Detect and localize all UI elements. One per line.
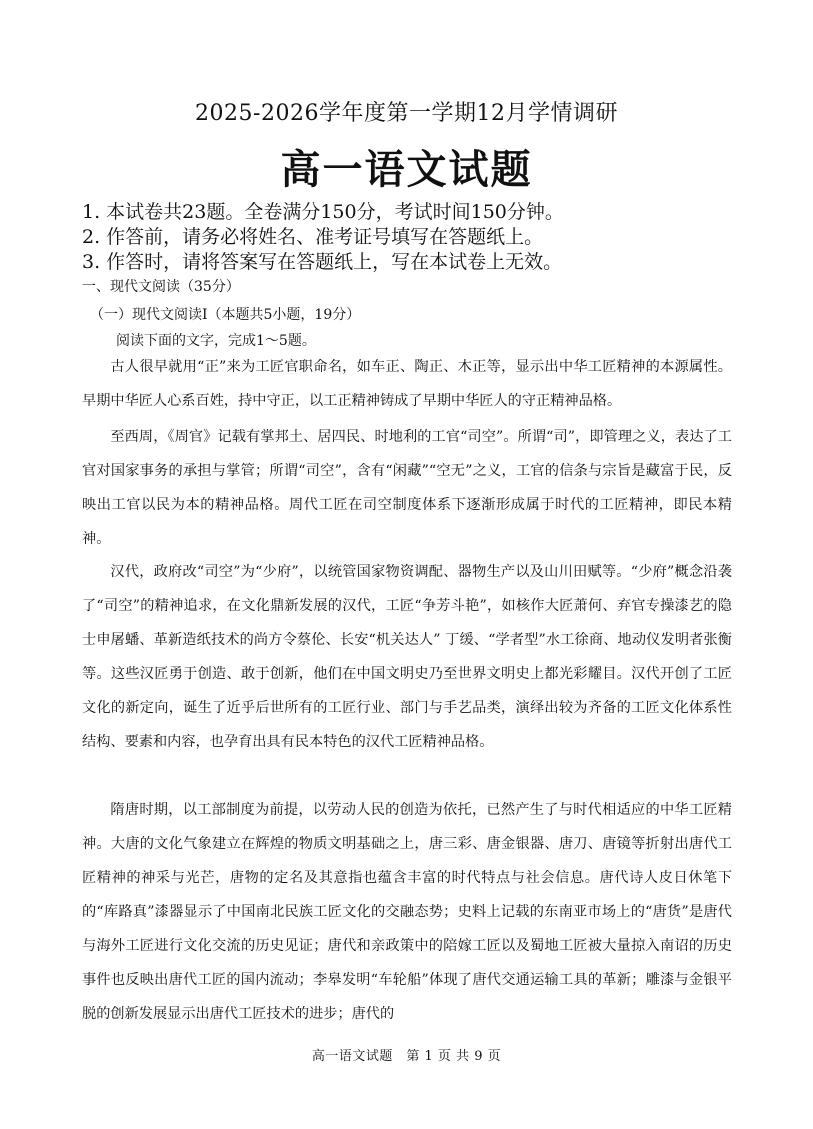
instruction-3: 3. 作答时，请将答案写在答题纸上，写在本试卷上无效。 [82,251,563,273]
passage-paragraph-3: 汉代，政府改“司空”为“少府”，以统管国家物资调配、器物生产以及山川田赋等。“少府”概念沿袭了“司空”的精神追求，在文化鼎新发展的汉代，工匠“争芳斗艳”，如核作大匠萧何、弃官专操漆艺的隐士申屠蟠、革新造纸技术的尚方令蔡伦、长安“机关达人” 丁缓、“学者型”水工徐商、地动仪发明者张衡等。这些汉匠勇于创造、敢于创新，他们在中国文明史乃至世界文明史上都光彩耀目。汉代开创了工匠文化的新定向，诞生了近乎后世所有的工匠行业、部门与手艺品类，演绎出较为齐备的工匠文化体系性结构、要素和内容，也孕育出具有民本特色的汉代工匠精神品格。 [82,564,732,750]
reading-prompt: 阅读下面的文字，完成1～5题。 [116,333,316,349]
page-footer: 高一语文试题 第 1 页 共 9 页 [311,1049,502,1064]
instruction-1: 1. 本试卷共23题。全卷满分150分，考试时间150分钟。 [82,201,564,223]
subsection-heading: （一）现代文阅读Ⅰ（本题共5小题，19分） [90,307,361,323]
paper-title: 高一语文试题 [280,146,533,193]
passage-paragraph-4: 隋唐时期，以工部制度为前提，以劳动人民的创造为依托，已然产生了与时代相适应的中华工匠精神。大唐的文化气象建立在辉煌的物质文明基础之上，唐三彩、唐金银器、唐刀、唐镜等折射出唐代工匠精神的神采与光芒，唐物的定名及其意指也蕴含丰富的时代特点与社会信息。唐代诗人皮日休笔下的“库路真”漆器显示了中国南北民族工匠文化的交融态势；史料上记载的东南亚市场上的“唐货”是唐代与海外工匠进行文化交流的历史见证；唐代和亲政策中的陪嫁工匠以及蜀地工匠被大量掠入南诏的历史事件也反映出唐代工匠的国内流动；李皋发明“车轮船”体现了唐代交通运输工具的革新；雕漆与金银平脱的创新发展显示出唐代工匠技术的进步；唐代的 [82,802,732,1022]
instruction-2: 2. 作答前，请务必将姓名、准考证号填写在答题纸上。 [82,226,544,248]
exam-title: 2025-2026学年度第一学期12月学情调研 [195,101,618,126]
passage-paragraph-2: 至西周，《周官》记载有掌邦土、居四民、时地利的工官“司空”。所谓“司”，即管理之义，表达了工官对国家事务的承担与掌管；所谓“司空”，含有“闲藏”“空无”之义，工官的信条与宗旨是藏富于民，反映出工官以民为本的精神品格。周代工匠在司空制度体系下逐渐形成属于时代的工匠精神，即民本精神。 [82,429,732,547]
passage-paragraph-1: 古人很早就用“正”来为工匠官职命名，如车正、陶正、木正等，显示出中华工匠精神的本源属性。早期中华匠人心系百姓，持中守正，以工正精神铸成了早期中华匠人的守正精神品格。 [82,359,732,409]
section-heading: 一、现代文阅读（35分） [82,279,240,295]
